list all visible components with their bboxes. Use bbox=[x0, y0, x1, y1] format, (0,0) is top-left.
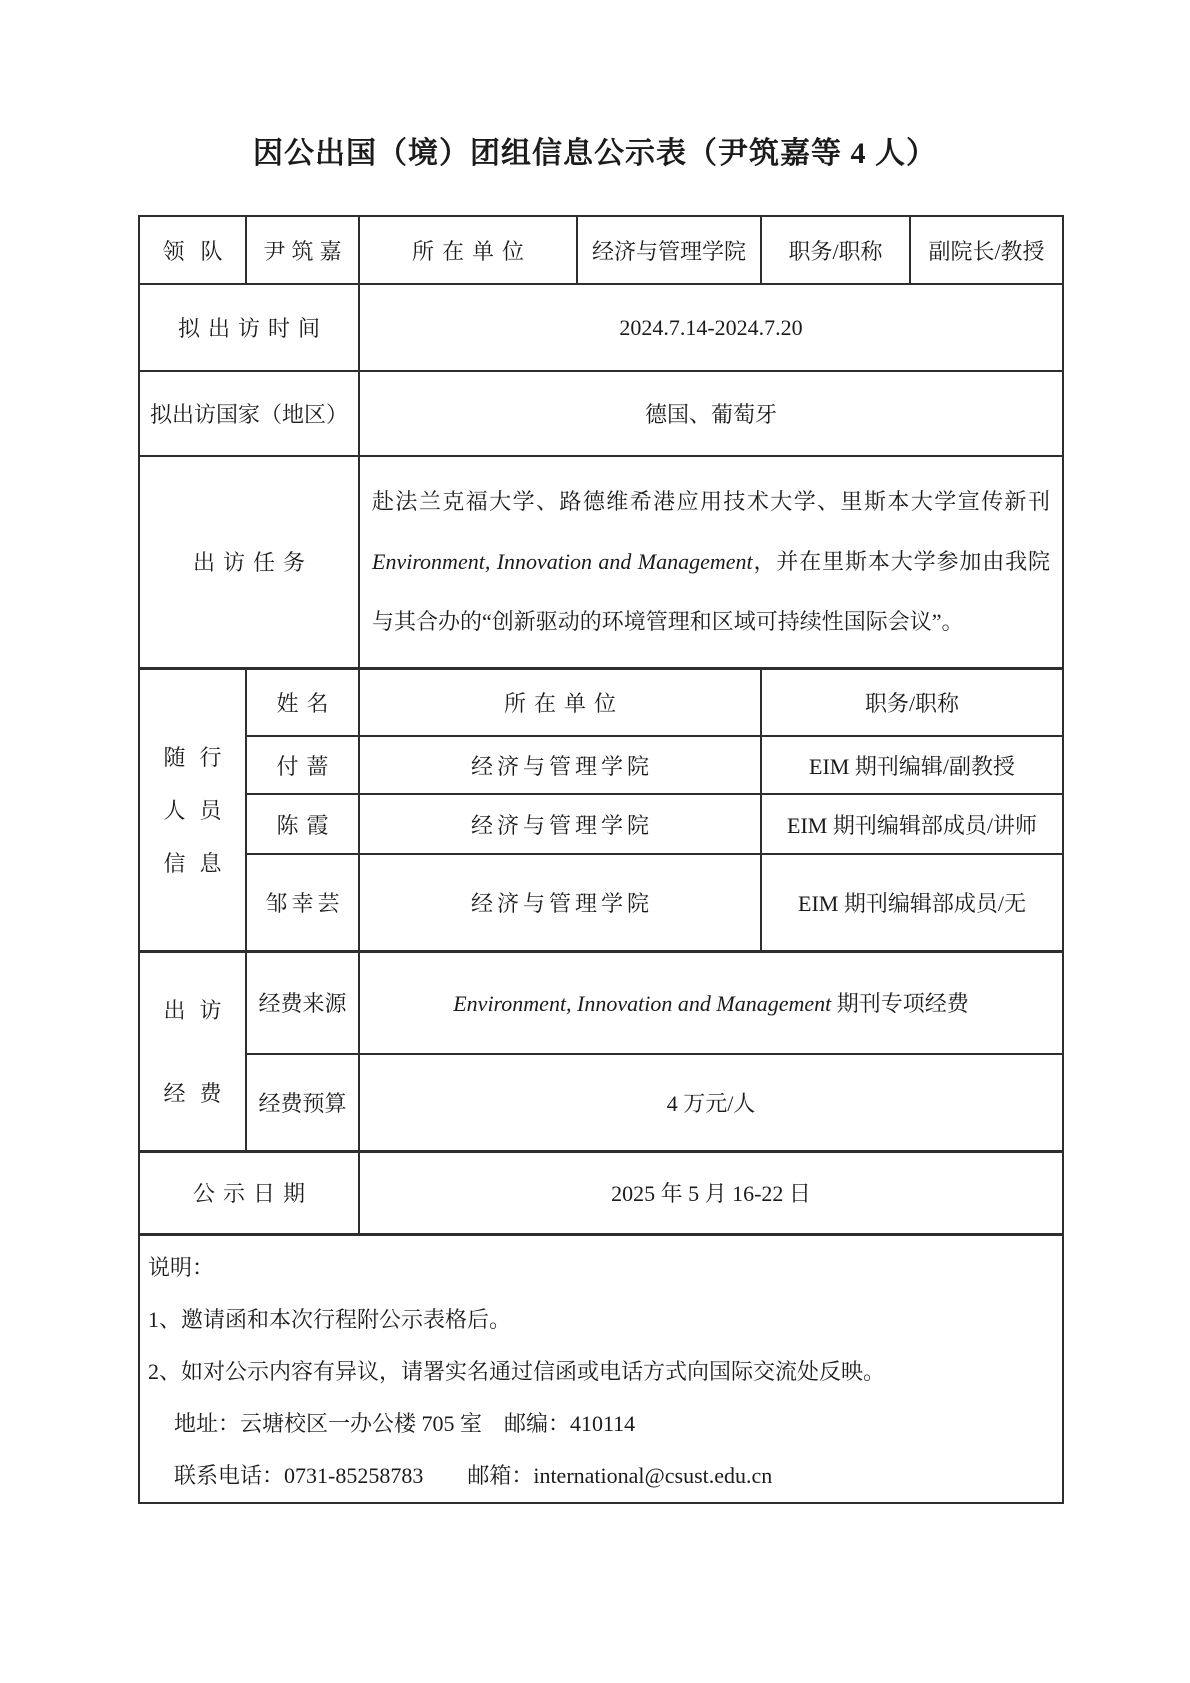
companion-1-position: EIM 期刊编辑/副教授 bbox=[761, 736, 1063, 794]
notes-heading: 说明： bbox=[148, 1254, 215, 1280]
companion-2-position: EIM 期刊编辑部成员/讲师 bbox=[761, 794, 1063, 854]
mission-label: 出访任务 bbox=[139, 456, 359, 668]
funding-label-line-2: 经费 bbox=[163, 1081, 236, 1106]
funding-source-label: 经费来源 bbox=[246, 951, 359, 1054]
funding-section-label-lines bbox=[140, 968, 245, 1134]
companion-row-2 bbox=[139, 794, 1063, 854]
leader-row bbox=[139, 216, 1063, 284]
funding-budget-row bbox=[139, 1054, 1063, 1151]
companions-label-line-2: 人员 bbox=[163, 798, 236, 823]
notes-contact-line: 联系电话：0731-85258783 邮箱：international@csust.edu.cn bbox=[174, 1462, 773, 1488]
funding-section-label bbox=[139, 951, 246, 1151]
companion-2-name: 陈霞 bbox=[246, 794, 359, 854]
companion-3-position: EIM 期刊编辑部成员/无 bbox=[761, 854, 1063, 951]
companions-header-name: 姓名 bbox=[246, 668, 359, 736]
leader-name: 尹筑嘉 bbox=[246, 216, 359, 284]
companion-2-unit: 经济与管理学院 bbox=[359, 794, 761, 854]
time-row bbox=[139, 284, 1063, 371]
funding-source-rest: 期刊专项经费 bbox=[831, 991, 969, 1017]
notes-item-2: 2、如对公示内容有异议，请署实名通过信函或电话方式向国际交流处反映。 bbox=[148, 1358, 886, 1384]
publicity-date-value: 2025 年 5 月 16-22 日 bbox=[359, 1151, 1063, 1234]
country-label: 拟出访国家（地区） bbox=[139, 371, 359, 456]
page-title: 因公出国（境）团组信息公示表（尹筑嘉等 4 人） bbox=[253, 137, 937, 170]
country-row bbox=[139, 371, 1063, 456]
notes-item-1: 1、邀请函和本次行程附公示表格后。 bbox=[148, 1306, 512, 1332]
companion-row-1 bbox=[139, 736, 1063, 794]
companions-header-row bbox=[139, 668, 1063, 736]
mission-text-journal-name: Environment, Innovation and Management bbox=[372, 548, 753, 574]
funding-label-line-1: 出访 bbox=[163, 998, 236, 1023]
leader-label: 领队 bbox=[139, 216, 246, 284]
funding-budget-label: 经费预算 bbox=[246, 1054, 359, 1151]
mission-text bbox=[359, 456, 1063, 668]
companions-section-label-lines bbox=[140, 730, 245, 889]
time-label: 拟出访时间 bbox=[139, 284, 359, 371]
mission-text-part2: ，并在里斯本大学参加由我院与其合办的“创新驱动的环境管理和区域可持续性国际会议”。 bbox=[372, 548, 1050, 634]
companion-row-3 bbox=[139, 854, 1063, 951]
companion-3-unit: 经济与管理学院 bbox=[359, 854, 761, 951]
funding-source-journal-name: Environment, Innovation and Management bbox=[453, 991, 832, 1017]
companions-label-line-3: 信息 bbox=[163, 851, 236, 876]
publicity-date-label: 公示日期 bbox=[139, 1151, 359, 1234]
companions-label-line-1: 随行 bbox=[163, 745, 236, 770]
publicity-date-row bbox=[139, 1151, 1063, 1234]
leader-unit-label: 所在单位 bbox=[359, 216, 577, 284]
companions-header-unit: 所在单位 bbox=[359, 668, 761, 736]
companions-header-position: 职务/职称 bbox=[761, 668, 1063, 736]
funding-source-row bbox=[139, 951, 1063, 1054]
leader-position-label: 职务/职称 bbox=[761, 216, 910, 284]
mission-text-part1: 赴法兰克福大学、路德维希港应用技术大学、里斯本大学宣传新刊 bbox=[372, 488, 1050, 514]
mission-row bbox=[139, 456, 1063, 668]
notes-row bbox=[139, 1234, 1063, 1503]
country-value: 德国、葡萄牙 bbox=[359, 371, 1063, 456]
companions-section-label bbox=[139, 668, 246, 951]
leader-position-value: 副院长/教授 bbox=[910, 216, 1063, 284]
trip-info-table bbox=[138, 215, 1064, 1504]
notes-address-line: 地址：云塘校区一办公楼 705 室 邮编：410114 bbox=[174, 1410, 636, 1436]
funding-budget-value: 4 万元/人 bbox=[359, 1054, 1063, 1151]
time-value: 2024.7.14-2024.7.20 bbox=[359, 284, 1063, 371]
notes-cell bbox=[139, 1234, 1063, 1503]
companion-1-unit: 经济与管理学院 bbox=[359, 736, 761, 794]
companion-3-name: 邹幸芸 bbox=[246, 854, 359, 951]
funding-source-value bbox=[359, 951, 1063, 1054]
companion-1-name: 付蔷 bbox=[246, 736, 359, 794]
leader-unit-value: 经济与管理学院 bbox=[577, 216, 761, 284]
